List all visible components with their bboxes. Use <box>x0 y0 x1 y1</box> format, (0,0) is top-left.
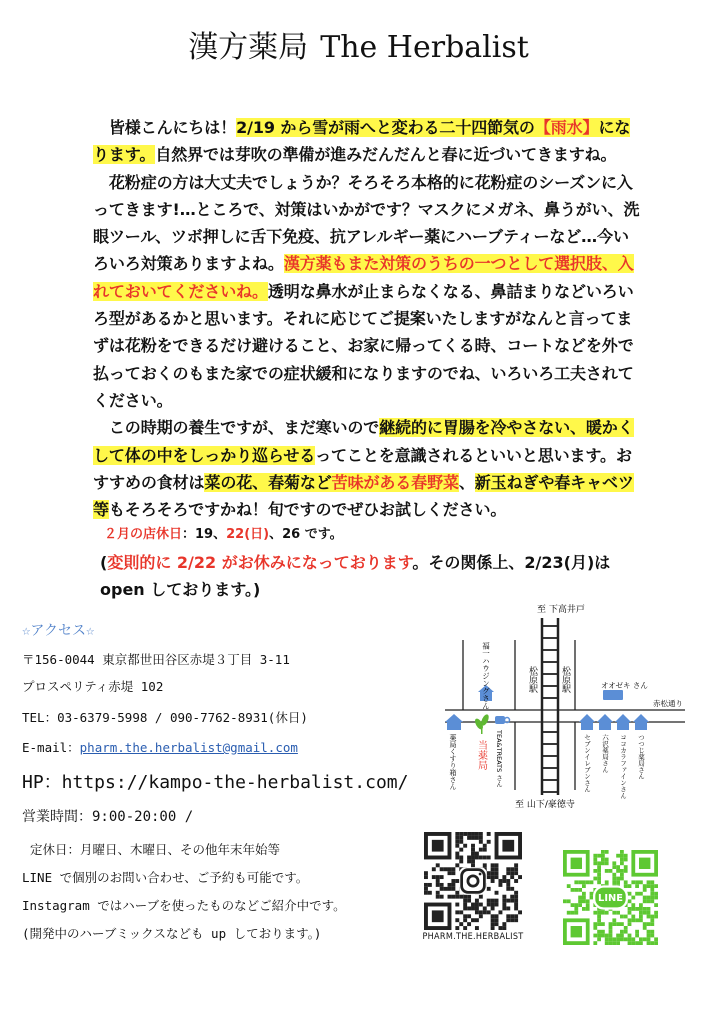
instagram-note: Instagram ではハーブを使ったものなどご紹介中です。 <box>22 898 346 913</box>
map-north-label: 至 下高井戸 <box>537 605 585 615</box>
station-left <box>527 665 539 694</box>
address: 〒156-0044 東京都世田谷区赤堤３丁目 3-11 <box>22 652 290 667</box>
line-note: LINE で個別のお問い合わせ、ご予約も可能です。 <box>22 870 309 885</box>
store-icon <box>603 690 623 700</box>
p3-highlight: 継続的に胃腸を冷やさない、暖かくして体の中をしっかり巡らせる <box>93 418 634 465</box>
cup-icon <box>495 716 510 724</box>
line-qr-code[interactable] <box>563 850 658 945</box>
closed-dates: ：19、 <box>182 527 227 542</box>
p1-rest: 自然界では芽吹の準備が進みだんだんと春に近づいてきますね。 <box>155 145 617 165</box>
p3-bitter: 苦味がある春野菜 <box>331 472 459 492</box>
p3-text: この時期の養生ですが、まだ寒いので <box>93 418 380 438</box>
p1-highlight: 2/19 から雪が雨へと変わる二十四節気の <box>236 118 535 137</box>
homepage[interactable]: HP：https://kampo-the-herbalist.com/ <box>22 772 409 793</box>
notice-rest: 。その関係上、2/23(月)は open しております。) <box>100 553 611 599</box>
email-label: E-mail： <box>22 740 80 755</box>
email-link[interactable]: pharm.the.herbalist@gmail.com <box>79 740 298 755</box>
schedule-notice <box>100 549 645 603</box>
p3-comma: 、 <box>458 472 475 492</box>
tel: TEL：03-6379-5998 / 090-7762-8931(休日) <box>22 710 308 725</box>
article-body <box>93 114 641 523</box>
paragraph-3 <box>93 414 641 523</box>
notice-red: 変則的に 2/22 がお休みになっております <box>107 553 413 572</box>
access-heading: ☆アクセス☆ <box>22 623 95 639</box>
notice-paren: ( <box>100 553 108 572</box>
station-right <box>560 665 572 694</box>
p2-text: 花粉症の方は大丈夫でしょうか？そろそろ本格的に花粉症のシーズンに入ってきます!…ところで、対策はいかがです？マスクにメガネ、鼻うがい、洗眼ツール、ツボ押しに舌下免疫、抗アレルギー薬にハーブティーなど…今いろいろ対策ありますよね。 <box>93 172 640 274</box>
p2-highlight: 漢方薬もまた対策のうちの一つとして選択肢、入れておいてくださいね。 <box>93 254 634 301</box>
p1-greeting: 皆様こんにちは！ <box>93 118 237 137</box>
instagram-handle: PHARM.THE.HERBALIST <box>422 932 524 942</box>
page-title <box>0 22 717 66</box>
p3-rest: もそろそろですかね！旬ですのでぜひお試しください。 <box>108 500 507 520</box>
house-icon <box>597 714 613 730</box>
hours: 営業時間：9:00-20:00 / <box>22 809 194 825</box>
rokkaku-label: 六沢薬局さん <box>601 734 609 773</box>
leaf-icon <box>473 713 490 734</box>
closed-rest: 、26 です。 <box>269 527 343 542</box>
line-label: LINE <box>598 892 623 904</box>
closed-days <box>104 523 343 542</box>
tea-label: TEA&TREATS さん <box>495 730 503 788</box>
railway-track <box>542 618 558 795</box>
house-icon <box>615 714 631 730</box>
title-en: The Herbalist <box>320 30 529 65</box>
closed-22: 22(日) <box>226 527 270 542</box>
station-right-label: 松原駅 <box>560 666 570 693</box>
dev-note: (開発中のハーブミックスなども up しております。) <box>22 926 322 941</box>
p3-onion: 新玉ねぎや春キャベツ等 <box>93 472 634 520</box>
house-icon <box>633 714 649 730</box>
p1-usui: 【雨水】 <box>534 118 599 137</box>
p2-rest: 透明な鼻水が止まらなくなる、鼻詰まりなどいろいろ型があるかと思います。それに応じてご提案いたしますがなんと言ってまずは花粉をできるだけ避けること、お家に帰ってくる時、コートなどを外で払っておくのもまた家での症状緩和になりますのでね、いろいろ工夫されてください。 <box>93 281 634 410</box>
p1-highlight-end: になります。 <box>93 118 631 165</box>
p3-mid: ってことを意識されるといいと思います。おすすめの食材は <box>93 445 632 492</box>
seven-label: セブンイレブンさん <box>583 734 591 793</box>
p3-food: 菜の花、春菊など <box>204 472 332 492</box>
shop-label: 当薬局 <box>475 740 487 770</box>
housing-label: 福一ハウジングさん <box>481 642 491 710</box>
cocokara-label: ココカラファインさん <box>619 734 627 799</box>
holidays: 定休日：月曜日、木曜日、その他年末年始等 <box>30 842 281 857</box>
house-icon <box>445 714 463 730</box>
oozeki-label: オオゼキ さん <box>601 681 648 690</box>
tsutsuji-label: つつじ薬局さん <box>637 734 645 780</box>
closed-label: ２月の店休日 <box>104 527 183 542</box>
access-map <box>415 600 685 810</box>
akamatsu-label: 赤松通り <box>653 699 683 708</box>
building: プロスペリティ赤堤 102 <box>22 679 164 694</box>
station-left-label: 松原駅 <box>527 666 537 693</box>
map-south-label: 至 山下/豪徳寺 <box>515 800 575 810</box>
paragraph-2 <box>93 169 641 415</box>
instagram-qr-code[interactable] <box>424 832 522 930</box>
email-row <box>22 738 298 756</box>
title-ja: 漢方薬局 <box>188 30 309 65</box>
paragraph-1 <box>93 114 641 169</box>
house-icon <box>579 714 595 730</box>
kusuriya-label: 薬局くすり箱さん <box>449 734 457 790</box>
